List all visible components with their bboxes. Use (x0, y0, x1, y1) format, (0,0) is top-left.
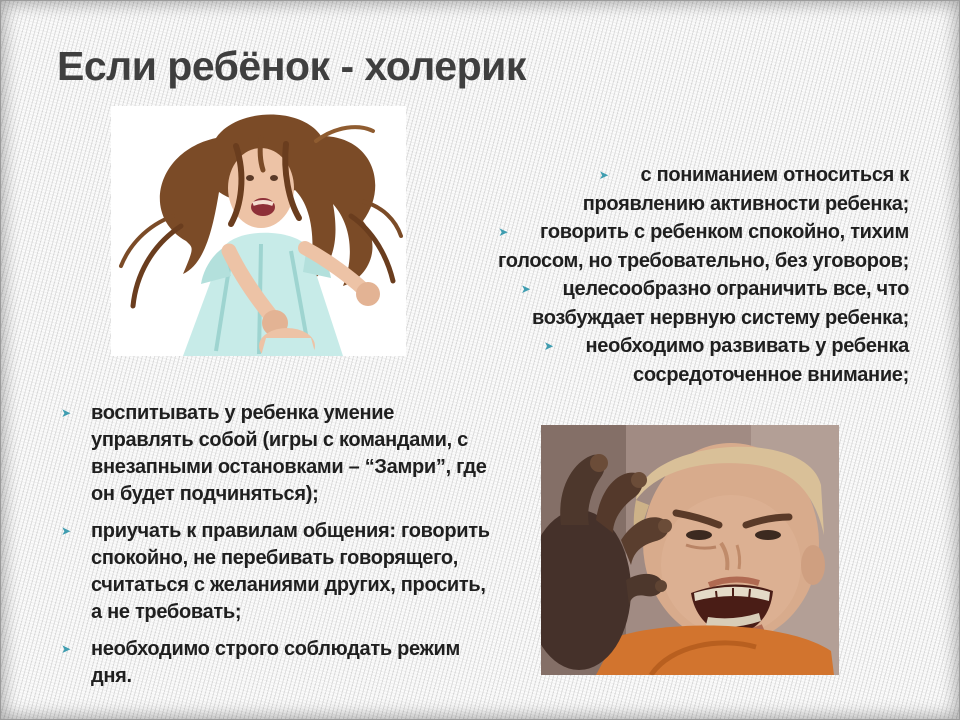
girl-photo (111, 106, 406, 356)
advice-list-left (53, 400, 491, 700)
girl-photo-illustration (111, 106, 406, 356)
arrow-bullet-icon: ➤ (498, 225, 509, 239)
arrow-bullet-icon: ➤ (61, 406, 71, 420)
list-item-text: целесообразно ограничить все, что возбуждает нервную систему ребенка; (532, 278, 909, 329)
list-item (53, 518, 491, 626)
list-item (487, 162, 909, 218)
list-item-text: с пониманием относиться к проявлению активности ребенка; (582, 164, 909, 215)
boy-photo (541, 425, 839, 675)
list-item-text: воспитывать у ребенка умение управлять собой (игры с командами, с внезапными остановками – “Замри”, где он будет подчиняться); (91, 402, 487, 505)
arrow-bullet-icon: ➤ (61, 642, 71, 656)
list-item-text: необходимо строго соблюдать режим дня. (91, 638, 460, 687)
arrow-bullet-icon: ➤ (61, 524, 71, 538)
list-item (487, 219, 909, 275)
list-item (53, 636, 491, 690)
list-item (53, 400, 491, 508)
list-item-text: необходимо развивать у ребенка сосредоточенное внимание; (585, 335, 909, 386)
arrow-bullet-icon: ➤ (520, 282, 531, 296)
advice-list-right (487, 162, 909, 390)
list-item (487, 276, 909, 332)
list-item (487, 333, 909, 389)
boy-photo-illustration (541, 425, 839, 675)
list-item-text: приучать к правилам общения: говорить спокойно, не перебивать говорящего, считаться с желаниями других, просить, а не требовать; (91, 520, 490, 623)
list-item-text: говорить с ребенком спокойно, тихим голосом, но требовательно, без уговоров; (498, 221, 909, 272)
arrow-bullet-icon: ➤ (543, 339, 554, 353)
arrow-bullet-icon: ➤ (598, 168, 609, 182)
page-title: Если ребёнок - холерик (57, 43, 526, 89)
